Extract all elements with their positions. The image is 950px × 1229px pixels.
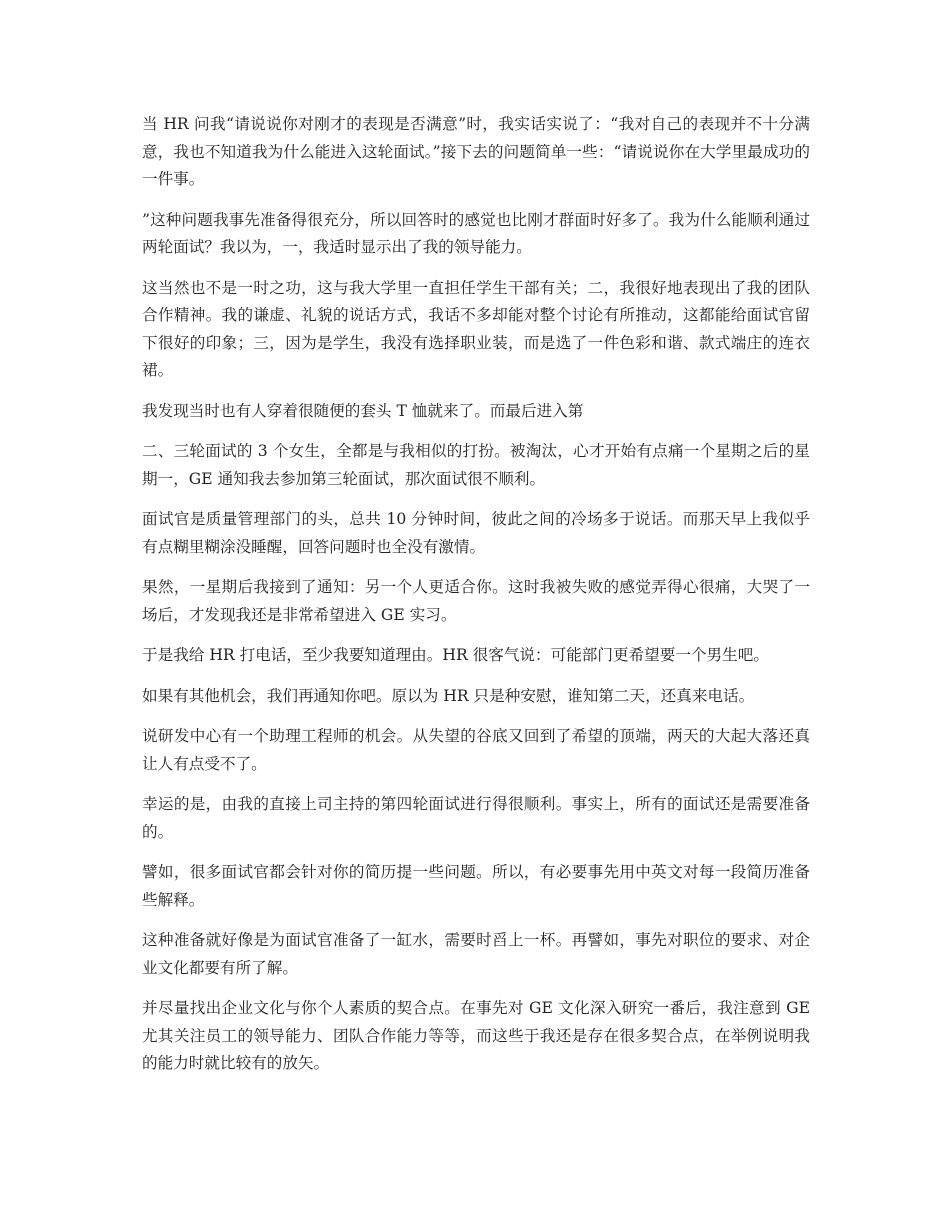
document-page — [142, 111, 810, 1091]
paragraph-10: 说研发中心有一个助理工程师的机会。从失望的谷底又回到了希望的顶端，两天的大起大落还真让人有点受不了。 — [142, 727, 810, 773]
paragraph-13: 这种准备就好像是为面试官准备了一缸水，需要时舀上一杯。再譬如，事先对职位的要求、对企业文化都要有所了解。 — [142, 931, 810, 977]
paragraph-11: 幸运的是，由我的直接上司主持的第四轮面试进行得很顺利。事实上，所有的面试还是需要准备的。 — [142, 795, 810, 841]
paragraph-1: 当 HR 问我“请说说你对刚才的表现是否满意”时，我实话实说了：“我对自己的表现并不十分满意，我也不知道我为什么能进入这轮面试。”接下去的问题简单一些：“请说说你在大学里最成功的一件事。 — [142, 115, 810, 188]
paragraph-2: ”这种问题我事先准备得很充分，所以回答时的感觉也比刚才群面时好多了。我为什么能顺利通过两轮面试？我以为，一，我适时显示出了我的领导能力。 — [142, 210, 810, 256]
paragraph-12: 譬如，很多面试官都会针对你的简历提一些问题。所以，有必要事先用中英文对每一段简历准备些解释。 — [142, 863, 810, 909]
paragraph-7: 果然，一星期后我接到了通知：另一个人更适合你。这时我被失败的感觉弄得心很痛，大哭了一场后，才发现我还是非常希望进入 GE 实习。 — [142, 578, 810, 624]
paragraph-5: 二、三轮面试的 3 个女生，全都是与我相似的打扮。被淘汰，心才开始有点痛一个星期之后的星期一，GE 通知我去参加第三轮面试，那次面试很不顺利。 — [142, 442, 810, 488]
paragraph-9: 如果有其他机会，我们再通知你吧。原以为 HR 只是种安慰，谁知第二天，还真来电话。 — [142, 686, 755, 705]
paragraph-14: 并尽量找出企业文化与你个人素质的契合点。在事先对 GE 文化深入研究一番后，我注意到 GE 尤其关注员工的领导能力、团队合作能力等等，而这些于我还是存在很多契合点，在举例说明我的能力时就比较有的放矢。 — [142, 999, 810, 1072]
paragraph-8: 于是我给 HR 打电话，至少我要知道理由。HR 很客气说：可能部门更希望要一个男生吧。 — [142, 646, 769, 664]
paragraph-4: 我发现当时也有人穿着很随便的套头 T 恤就来了。而最后进入第 — [142, 401, 584, 420]
paragraph-6: 面试官是质量管理部门的头，总共 10 分钟时间，彼此之间的冷场多于说话。而那天早上我似乎有点糊里糊涂没睡醒，回答问题时也全没有激情。 — [142, 510, 810, 556]
paragraph-3: 这当然也不是一时之功，这与我大学里一直担任学生干部有关；二，我很好地表现出了我的团队合作精神。我的谦虚、礼貌的说话方式，我话不多却能对整个讨论有所推动，这都能给面试官留下很好的印象；三，因为是学生，我没有选择职业装，而是选了一件色彩和谐、款式端庄的连衣裙。 — [142, 278, 810, 379]
